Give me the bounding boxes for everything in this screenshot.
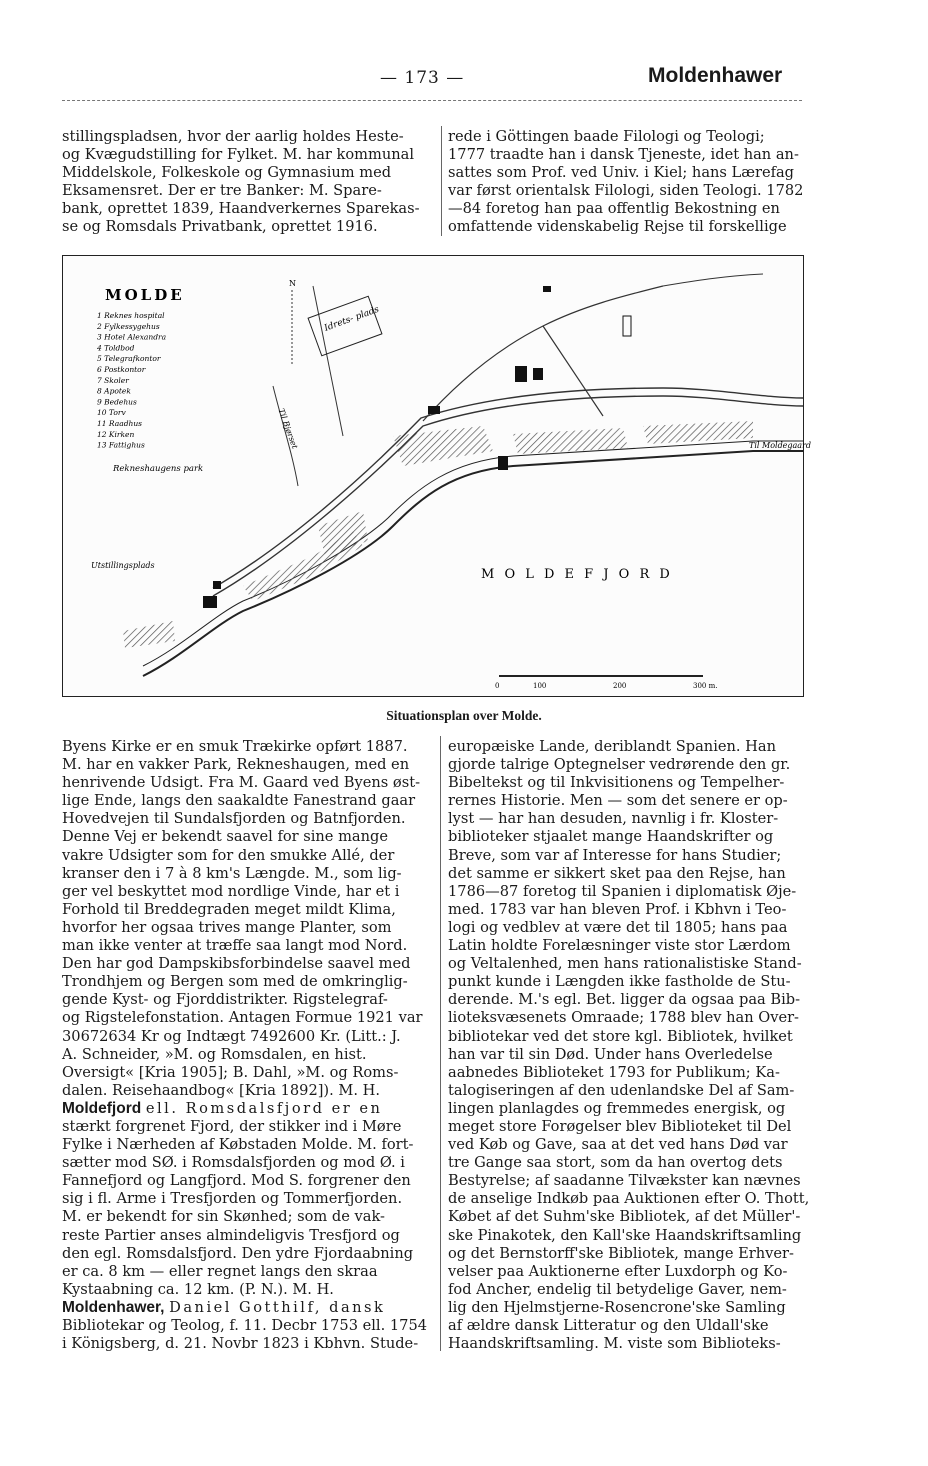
map-svg [63, 256, 812, 696]
road-label: Til Bjørset [276, 407, 300, 450]
legend-item: 13 Fattighus [97, 440, 145, 450]
legend-item: 9 Bedehus [97, 397, 137, 407]
text-line: Fylke i Nærheden af Købstaden Molde. M. fort- [62, 1136, 414, 1154]
text-line: derende. M.'s egl. Bet. ligger da ogsaa paa Bib- [448, 991, 801, 1009]
paragraph-moldefjord [62, 1118, 432, 1299]
scale-label-100: 100 [533, 682, 547, 690]
text-line: Denne Vej er bekendt saavel for sine mange [62, 828, 388, 846]
entry-line: ell. Romsdalsfjord er en [145, 1099, 383, 1117]
entry-moldefjord [62, 1100, 432, 1118]
text-line: den egl. Romsdalsfjord. Den ydre Fjordaabning [62, 1244, 414, 1262]
text-line: stillingspladsen, hvor der aarlig holdes Heste- [62, 128, 404, 145]
hatched-area [318, 511, 368, 556]
text-line: han var til sin Død. Under hans Overledelse [448, 1045, 773, 1063]
road [313, 286, 343, 436]
text-line: i Königsberg, d. 21. Novbr 1823 i Kbhvn. Stude- [62, 1335, 419, 1353]
text-line: Den har god Dampskibsforbindelse saavel med [62, 955, 411, 973]
text-line: bibliotekar ved det store kgl. Bibliotek, hvilket [448, 1027, 793, 1045]
hatched-area [123, 621, 175, 648]
text-line: man ikke venter at træffe saa langt mod Nord. [62, 937, 408, 955]
text-line: bank, oprettet 1839, Haandverkernes Sparekas- [62, 200, 420, 218]
legend-item: 1 Reknes hospital [97, 311, 165, 320]
text-line: logi og vedblev at være det til 1805; hans paa [448, 918, 788, 936]
text-line: Bibeltekst og til Inkvisitionens og Tempelher- [448, 774, 785, 792]
text-line: lig den Hjelmstjerne-Rosencrone'ske Samling [448, 1298, 786, 1316]
legend-item: 2 Fylkessygehus [97, 321, 160, 331]
main-road-2 [213, 388, 803, 588]
legend-item: 7 Skoler [97, 375, 129, 385]
column-divider-bottom [440, 736, 441, 1351]
text-line: M. er bekendt for sin Skønhed; som de vak- [62, 1208, 385, 1226]
legend-item: 11 Raadhus [97, 419, 142, 428]
text-line: ved Køb og Gave, saa at det ved hans Død var [448, 1136, 788, 1154]
text-line: lige Ende, langs den saakaldte Fanestrand gaar [62, 792, 416, 810]
road [663, 274, 763, 286]
text-line: aabnedes Biblioteket 1793 for Publikum; Ka- [448, 1063, 780, 1081]
text-line: velser paa Auktionerne efter Luxdorph og Ko- [448, 1262, 788, 1280]
map-title: MOLDE [105, 286, 185, 304]
text-line: A. Schneider, »M. og Romsdalen, en hist. [62, 1045, 367, 1063]
text-line: Hovedvejen til Sundalsfjorden og Batnfjorden. [62, 810, 406, 828]
scale-label-300: 300 m. [693, 682, 718, 690]
text-line: reste Partier anses almindeligvis Tresfjord og [62, 1226, 400, 1244]
text-line: Oversigt« [Kria 1905]; B. Dahl, »M. og Roms- [62, 1063, 399, 1081]
legend-item: 4 Toldbod [97, 343, 135, 353]
idrett-label: Idrets- plads [323, 304, 381, 334]
text-line: ske Pinakotek, den Kall'ske Haandskriftsamling [448, 1226, 802, 1244]
text-line: Bestyrelse; af saadanne Tilvækster kan nævnes [448, 1172, 801, 1190]
text-line: Forhold til Breddegraden meget mildt Klima, [62, 900, 396, 918]
text-line: —84 foretog han paa offentlig Bekostning en [448, 200, 780, 218]
building [428, 406, 440, 414]
utstilling-label: Utstillingsplads [91, 561, 155, 570]
text-line: 1777 traadte han i dansk Tjeneste, idet han an- [448, 146, 799, 164]
building [533, 368, 543, 380]
column-divider-top [441, 126, 442, 236]
scale-label-0: 0 [495, 682, 500, 690]
text-line: Kystaabning ca. 12 km. (P. N.). M. H. [62, 1280, 334, 1298]
text-line: Eksamensret. Der er tre Banker: M. Spare- [62, 182, 382, 200]
text-line: meget store Forøgelser blev Biblioteket til Del [448, 1117, 792, 1135]
road [423, 286, 663, 421]
entry-line: Daniel Gotthilf, dansk [169, 1298, 386, 1316]
town-map [62, 255, 812, 697]
text-line: gende Kyst- og Fjorddistrikter. Rigstelegraf- [62, 991, 388, 1009]
text-line: dalen. Reisehaandbog« [Kria 1892]). M. H. [62, 1081, 380, 1099]
text-line: Byens Kirke er en smuk Trækirke opført 1887. [62, 738, 408, 755]
text-line: sattes som Prof. ved Univ. i Kiel; hans Lærefag [448, 164, 795, 182]
text-line: Trondhjem og Bergen som med de omkringlig- [62, 973, 408, 991]
text-line: var først orientalsk Filologi, siden Teologi. 1782 [448, 182, 804, 200]
text-line: sig i fl. Arme i Tresfjorden og Tommerfjorden. [62, 1190, 403, 1208]
top-left-column [62, 128, 430, 237]
text-line: rernes Historie. Men — som det senere er op- [448, 792, 788, 810]
text-line: fod Ancher, endelig til betydelige Gaver, nem- [448, 1280, 787, 1298]
building [623, 316, 631, 336]
running-headword: Moldenhawer [648, 64, 783, 87]
text-line: er ca. 8 km — eller regnet langs den skraa [62, 1262, 378, 1280]
north-label: N [289, 279, 296, 288]
header-rule [62, 100, 802, 101]
text-line: Haandskriftsamling. M. viste som Biblioteks- [448, 1335, 781, 1353]
text-line: og Veltalenhed, men hans rationalistiske Stand- [448, 955, 802, 973]
page-number: — 173 — [380, 68, 465, 88]
fjord-label: M O L D E F J O R D [481, 567, 673, 582]
text-line: Bibliotekar og Teolog, f. 11. Decbr 1753 ell. 1754 [62, 1317, 428, 1334]
text-line: 30672634 Kr og Indtægt 7492600 Kr. (Litt.: J. [62, 1027, 401, 1045]
legend-item: 12 Kirken [97, 429, 135, 439]
scale-label-200: 200 [613, 682, 627, 690]
text-line: stærkt forgrenet Fjord, der stikker ind i Møre [62, 1117, 402, 1135]
map-legend [96, 311, 166, 450]
text-line: 1786—87 foretog til Spanien i diplomatisk Øje- [448, 882, 797, 900]
legend-item: 5 Telegrafkontor [97, 354, 161, 364]
text-line: sætter mod SØ. i Romsdalsfjorden og mod Ø. i [62, 1154, 405, 1172]
entry-head-moldenhawer: Moldenhawer, [62, 1298, 165, 1316]
bottom-right-column [448, 738, 818, 1353]
text-line: M. har en vakker Park, Rekneshaugen, med en [62, 756, 410, 774]
text-line: vakre Udsigter som for den smukke Allé, der [62, 846, 395, 864]
text-line: europæiske Lande, deriblandt Spanien. Han [448, 738, 777, 755]
map-caption: Situationsplan over Molde. [386, 708, 542, 723]
legend-item: 3 Hotel Alexandra [97, 332, 167, 342]
text-line: henrivende Udsigt. Fra M. Gaard ved Byens øst- [62, 774, 421, 792]
text-line: de anselige Indkøb paa Auktionen efter O. Thott, [448, 1190, 810, 1208]
moldegaard-label: Til Moldegaard [749, 441, 812, 450]
entry-moldenhawer [62, 1299, 432, 1317]
legend-item: 8 Apotek [97, 386, 131, 396]
bottom-left-column [62, 738, 432, 1353]
text-line: Købet af det Suhm'ske Bibliotek, af det Müller'- [448, 1208, 801, 1226]
text-line: Latin holdte Forelæsninger viste stor Lærdom [448, 937, 791, 955]
building [203, 596, 217, 608]
text-line: lingen planlagdes og fremmedes energisk, og [448, 1099, 786, 1117]
text-line: omfattende videnskabelig Rejse til forskellige [448, 218, 787, 236]
legend-item: 6 Postkontor [97, 365, 146, 374]
text-line: Middelskole, Folkeskole og Gymnasium med [62, 164, 392, 182]
text-line: af ældre dansk Litteratur og den Uldall'ske [448, 1317, 769, 1334]
text-line: kranser den i 7 à 8 km's Længde. M., som lig- [62, 864, 402, 882]
hatched-area [643, 421, 753, 444]
text-line: ger vel beskyttet mod nordlige Vinde, har et i [62, 882, 400, 900]
text-line: lioteksvæsenets Omraade; 1788 blev han Over- [448, 1009, 799, 1027]
paragraph-moldenhawer [62, 1317, 432, 1353]
building [498, 456, 508, 470]
text-line: rede i Göttingen baade Filologi og Teologi; [448, 128, 765, 145]
paragraph-molde [62, 738, 432, 1100]
shoreline [143, 451, 803, 676]
building [515, 366, 527, 382]
building [543, 286, 551, 292]
text-line: gjorde talrige Optegnelser vedrørende den gr. [448, 756, 791, 774]
legend-item: 10 Torv [97, 408, 126, 418]
text-line: og det Bernstorff'ske Bibliotek, mange Erhver- [448, 1244, 794, 1262]
entry-head-moldefjord: Moldefjord [62, 1099, 142, 1117]
park-label: Rekneshaugens park [113, 464, 204, 474]
text-line: tre Gange saa stort, som da han overtog dets [448, 1154, 783, 1172]
text-line: punkt kunde i Længden ikke fastholde de Stu- [448, 973, 791, 991]
text-line: Breve, som var af Interesse for hans Studier; [448, 846, 782, 864]
text-line: og Rigstelefonstation. Antagen Formue 1921 var [62, 1009, 423, 1027]
top-right-column [448, 128, 818, 237]
text-line: biblioteker stjaalet mange Haandskrifter og [448, 828, 774, 846]
text-line: se og Romsdals Privatbank, oprettet 1916. [62, 218, 378, 236]
text-line: lyst — har han desuden, navnlig i fr. Kloster- [448, 810, 779, 828]
text-line: Fannefjord og Langfjord. Mod S. forgrener den [62, 1172, 411, 1190]
shoreline-inner [143, 441, 803, 666]
text-line: talogiseringen af den udenlandske Del af Sam- [448, 1081, 795, 1099]
building [213, 581, 221, 589]
text-line: hvorfor her ogsaa trives mange Planter, som [62, 918, 392, 936]
text-line: det samme er sikkert sket paa den Rejse, han [448, 864, 786, 882]
text-line: og Kvægudstilling for Fylket. M. har kommunal [62, 146, 414, 164]
road [543, 326, 603, 416]
text-line: med. 1783 var han bleven Prof. i Kbhvn i Teo- [448, 900, 787, 918]
